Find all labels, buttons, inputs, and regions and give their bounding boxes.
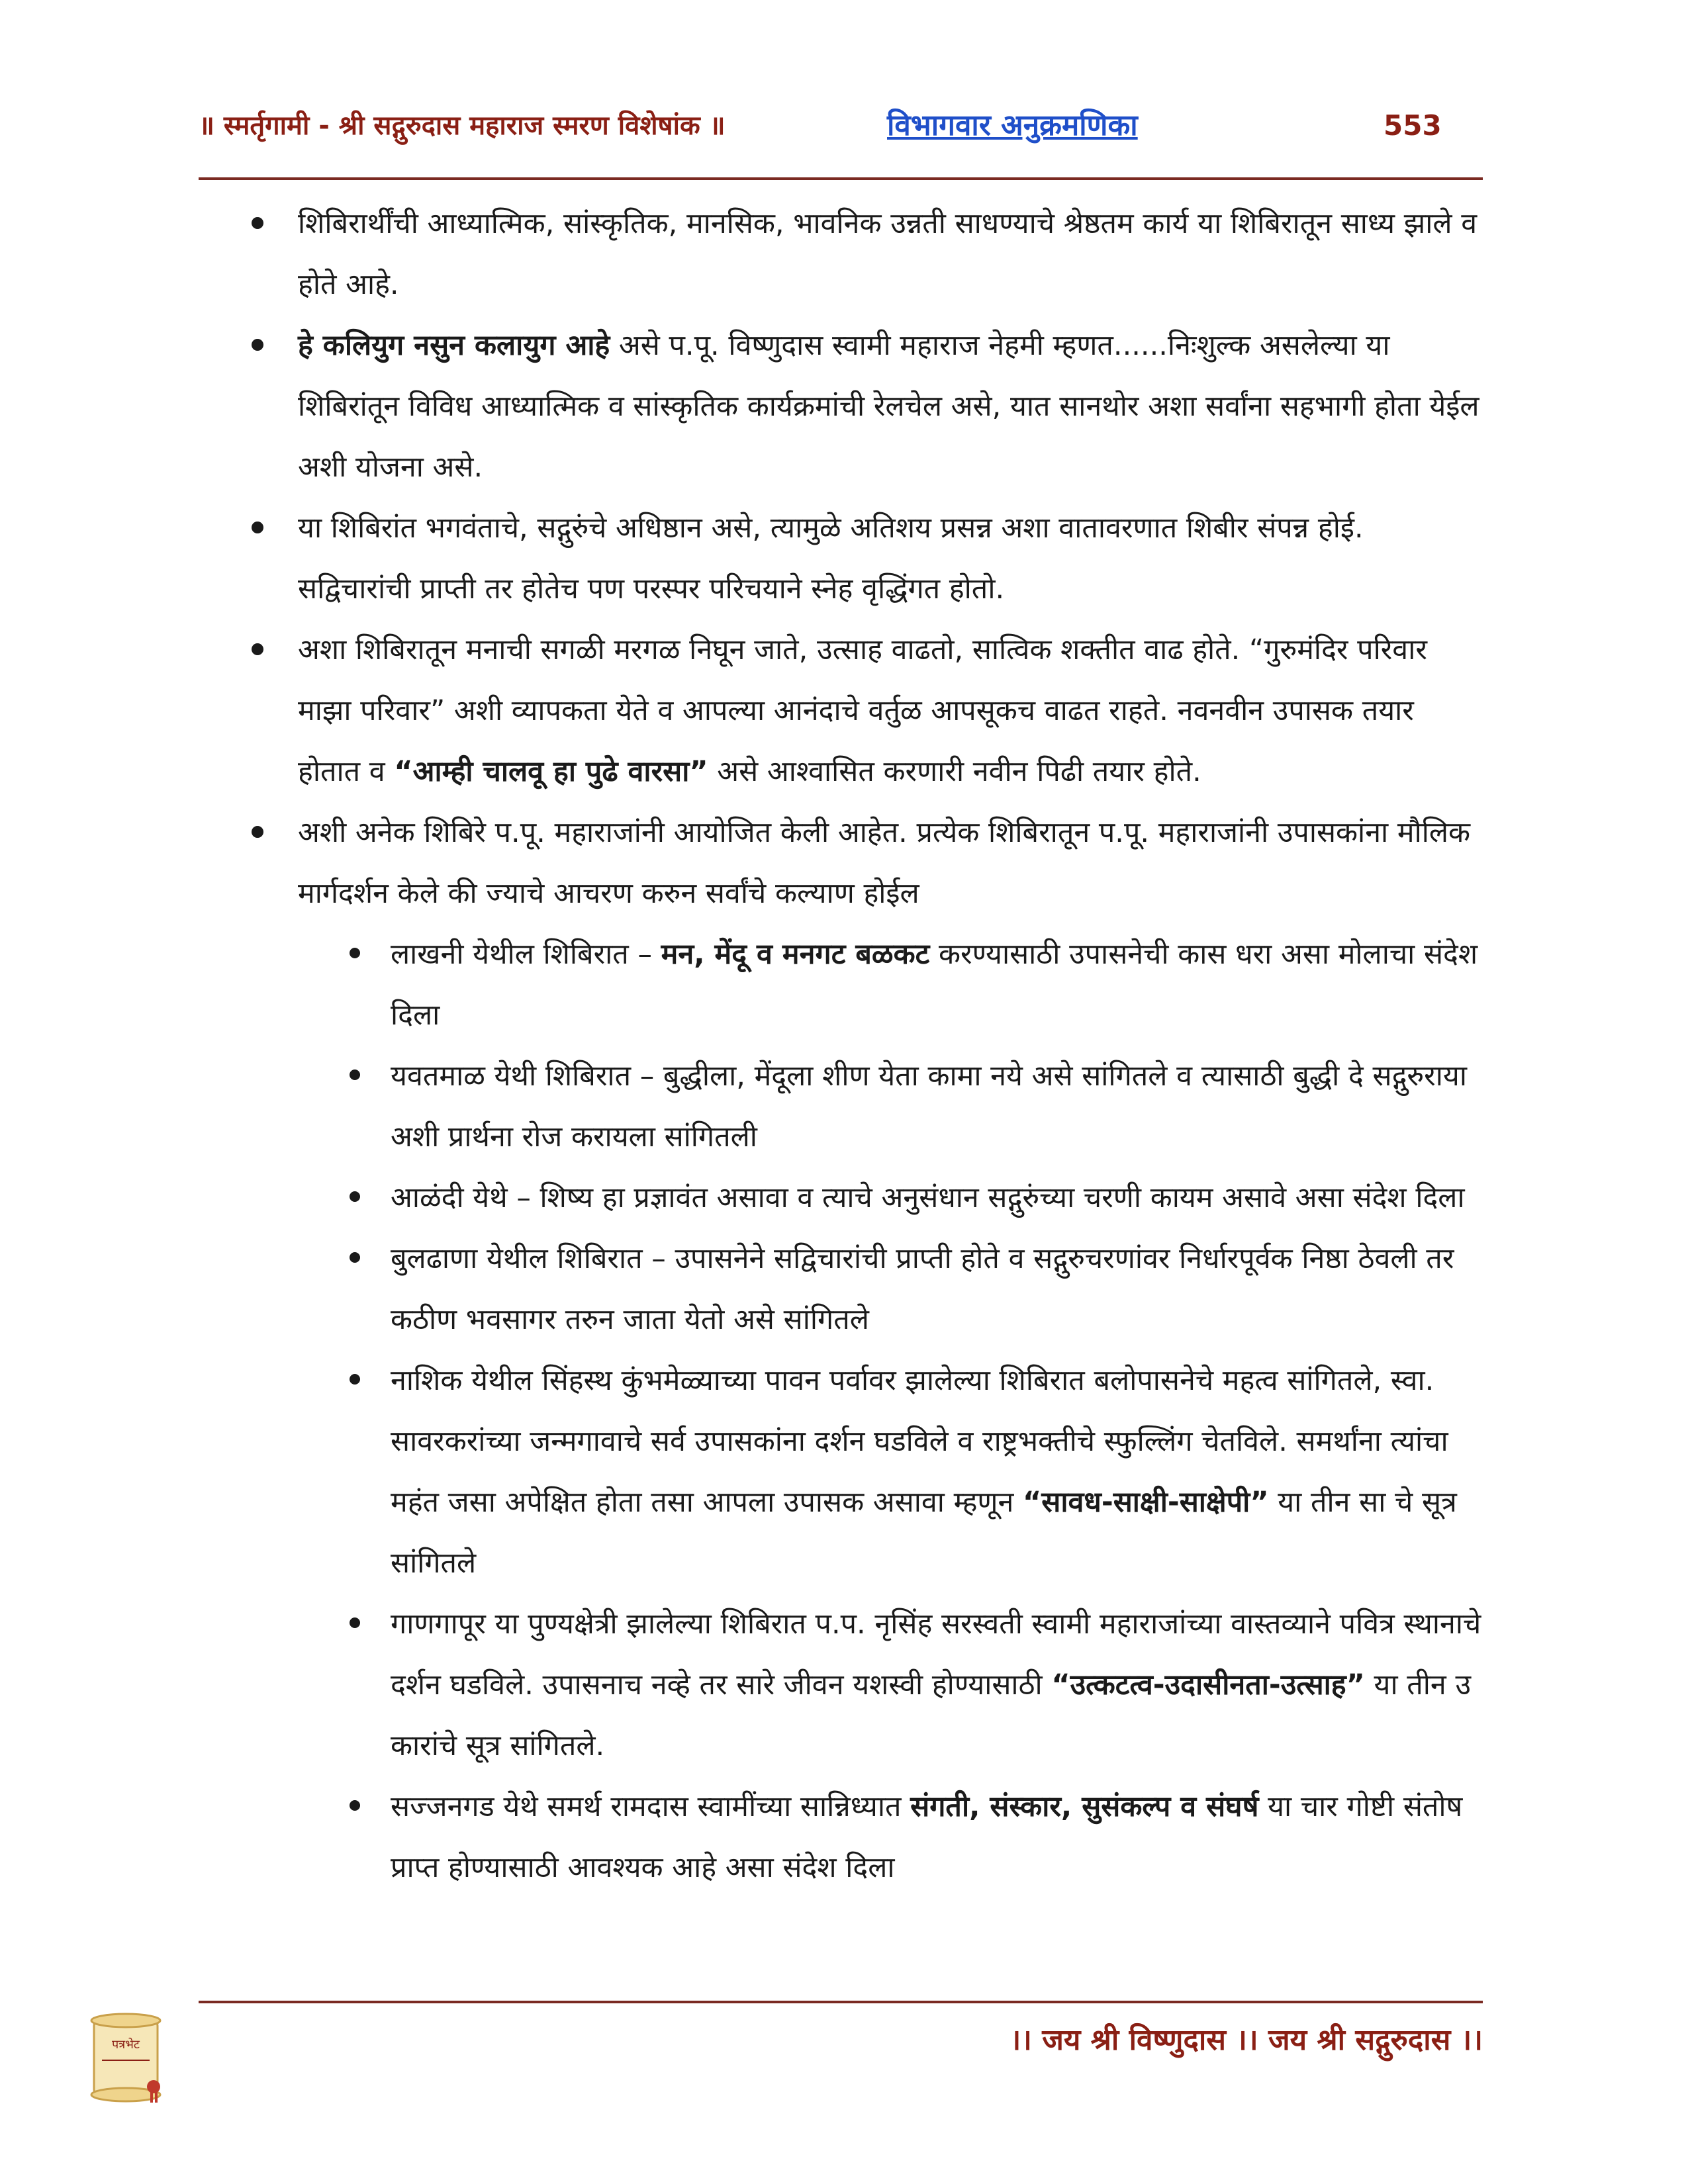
text-span: करण्यासाठी उपासनेची कास धरा असा मोलाचा संदेश दिला (391, 938, 1478, 1032)
header-divider (199, 177, 1483, 180)
list-item (238, 193, 1483, 315)
footer-salutation: ।। जय श्री विष्णुदास ।। जय श्री सद्गुरुदास ।। (1009, 2023, 1483, 2057)
list-item (238, 1228, 1483, 1350)
sub-bullet-list (238, 924, 1483, 1898)
list-item (238, 1350, 1483, 1594)
bold-text: “आम्ही चालवू हा पुढे वारसा” (394, 755, 708, 788)
text-span: गाणगापूर या पुण्यक्षेत्री झालेल्या शिबिरात प.प. नृसिंह सरस्वती स्वामी महाराजांच्या वास्तव्याने पवित्र स्थानाचे दर्शन घडविले. उपासनाच नव्हे तर सारे जीवन यशस्वी होण्यासाठी (391, 1608, 1481, 1702)
text-span: असे आश्वासित करणारी नवीन पिढी तयार होते. (708, 755, 1201, 788)
list-item (238, 1167, 1483, 1228)
text-span: अशा शिबिरातून मनाची सगळी मरगळ निघून जाते, उत्साह वाढतो, सात्विक शक्तीत वाढ होते. “गुरुमंदिर परिवार माझा परिवार” अशी व्यापकता येते व आपल्या आनंदाचे वर्तुळ आपसूकच वाढत राहते. नवनवीन उपासक तयार होतात व (298, 633, 1427, 788)
text-span: शिबिरार्थींची आध्यात्मिक, सांस्कृतिक, मानसिक, भावनिक उन्नती साधण्याचे श्रेष्ठतम कार्य या शिबिरातून साध्य झाले व होते आहे. (298, 207, 1477, 301)
issue-title: ॥ स्मर्तृगामी - श्री सद्गुरुदास महाराज स्मरण विशेषांक ॥ (199, 111, 726, 141)
list-item (238, 802, 1483, 924)
page-header (199, 99, 1483, 152)
bold-text: मन, मेंदू व मनगट बळकट (661, 938, 930, 971)
text-span: असे प.पू. विष्णुदास स्वामी महाराज नेहमी म्हणत......निःशुल्क असलेल्या या शिबिरांतून विविध आध्यात्मिक व सांस्कृतिक कार्यक्रमांची रेलचेल असे, यात सानथोर अशा सर्वांना सहभागी होता येईल अशी योजना असे. (298, 329, 1479, 484)
list-item (238, 1594, 1483, 1776)
list-item (238, 924, 1483, 1046)
text-span: नाशिक येथील सिंहस्थ कुंभमेळ्याच्या पावन पर्वावर झालेल्या शिबिरात बलोपासनेचे महत्व सांगितले, स्वा. सावरकरांच्या जन्मगावाचे सर्व उपासकांना दर्शन घडविले व राष्ट्रभक्तीचे स्फुल्लिंग चेतविले. समर्थांना त्यांचा महंत जसा अपेक्षित होता तसा आपला उपासक असावा म्हणून (391, 1364, 1448, 1519)
article-body (238, 193, 1483, 1898)
footer-divider (199, 2001, 1483, 2003)
main-bullet-list (238, 193, 1483, 1898)
text-span: आळंदी येथे – शिष्य हा प्रज्ञावंत असावा व त्याचे अनुसंधान सद्गुरुंच्या चरणी कायम असावे असा संदेश दिला (391, 1181, 1465, 1214)
patrabhet-logo (85, 2009, 171, 2108)
list-item (238, 1776, 1483, 1898)
text-span: बुलढाणा येथील शिबिरात – उपासनेने सद्विचारांची प्राप्ती होते व सद्गुरुचरणांवर निर्धारपूर्वक निष्ठा ठेवली तर कठीण भवसागर तरुन जाता येतो असे सांगितले (391, 1242, 1454, 1336)
logo-label: पत्रभेट (112, 2038, 140, 2052)
bold-text: संगती, संस्कार, सुसंकल्प व संघर्ष (910, 1790, 1259, 1823)
text-span: लाखनी येथील शिबिरात – (391, 938, 661, 971)
bold-text: “उत्कटत्व-उदासीनता-उत्साह” (1051, 1668, 1365, 1702)
index-link[interactable]: विभागवार अनुक्रमणिका (887, 109, 1138, 142)
page-number: 553 (1383, 109, 1442, 142)
list-item (238, 498, 1483, 619)
text-span: सज्जनगड येथे समर्थ रामदास स्वामींच्या सान्निध्यात (391, 1790, 911, 1823)
text-span: यवतमाळ येथी शिबिरात – बुद्धीला, मेंदूला शीण येता कामा नये असे सांगितले व त्यासाठी बुद्धी दे सद्गुरुराया अशी प्रार्थना रोज करायला सांगितली (391, 1060, 1467, 1154)
text-span: या शिबिरांत भगवंताचे, सद्गुरुंचे अधिष्ठान असे, त्यामुळे अतिशय प्रसन्न अशा वातावरणात शिबीर संपन्न होई. सद्विचारांची प्राप्ती तर होतेच पण परस्पर परिचयाने स्नेह वृद्धिंगत होतो. (298, 512, 1364, 606)
bold-text: “सावध-साक्षी-साक्षेपी” (1023, 1486, 1269, 1519)
list-item (238, 619, 1483, 802)
text-span: या चार गोष्टी संतोष प्राप्त होण्यासाठी आवश्यक आहे असा संदेश दिला (391, 1790, 1463, 1884)
text-span: अशी अनेक शिबिरे प.पू. महाराजांनी आयोजित केली आहेत. प्रत्येक शिबिरातून प.पू. महाराजांनी उपासकांना मौलिक मार्गदर्शन केले की ज्याचे आचरण करुन सर्वांचे कल्याण होईल (298, 816, 1471, 910)
list-item (238, 315, 1483, 498)
text-span: या तीन उ कारांचे सूत्र सांगितले. (391, 1668, 1472, 1762)
bold-text: हे कलियुग नसुन कलायुग आहे (298, 329, 610, 362)
text-span: या तीन सा चे सूत्र सांगितले (391, 1486, 1457, 1580)
list-item (238, 1046, 1483, 1167)
